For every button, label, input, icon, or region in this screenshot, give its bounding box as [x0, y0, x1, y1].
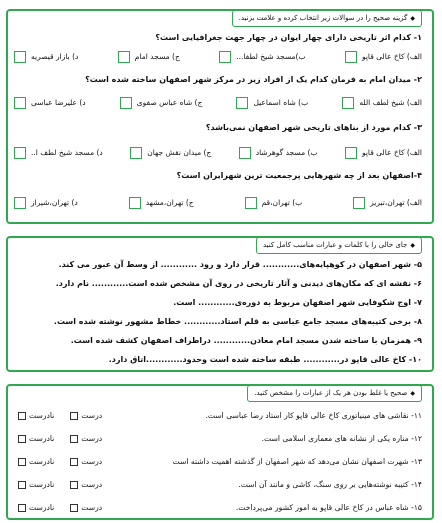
- false-checkbox[interactable]: [18, 458, 26, 466]
- section-title: ◆گزینه صحیح را در سوالات زیر انتخاب کرده و علامت بزنید.: [232, 10, 422, 27]
- true-checkbox[interactable]: [70, 481, 78, 489]
- tf-row: ۱۲- مناره یکی از نشانه های معماری اسلامی است. درست نادرست: [18, 433, 422, 445]
- checkbox[interactable]: [236, 97, 248, 109]
- checkbox[interactable]: [245, 197, 257, 209]
- fill-item: ۶- نقشه ای که مکان‌های دیدنی و آثار تاریخی در روی آن مشخص شده است............ نام دارد.: [55, 279, 422, 288]
- checkbox[interactable]: [353, 197, 365, 209]
- option[interactable]: ج) شاه عباس صفوی: [120, 97, 203, 109]
- true-checkbox[interactable]: [70, 435, 78, 443]
- tf-row: ۱۴- کتیبه نوشته‌هایی بر روی سنگ، کاشی و مانند آن است. درست نادرست: [18, 479, 422, 491]
- checkbox[interactable]: [342, 97, 354, 109]
- options-row: [14, 51, 422, 63]
- checkbox[interactable]: [345, 147, 357, 159]
- true-checkbox[interactable]: [70, 458, 78, 466]
- checkbox[interactable]: [14, 147, 26, 159]
- checkbox[interactable]: [120, 97, 132, 109]
- option[interactable]: الف) کاخ عالی قاپو: [345, 51, 422, 63]
- fill-item: ۱۰- کاخ عالی قاپو در............ طبقه ساخته شده است وحدود............اتاق دارد.: [108, 355, 422, 364]
- option[interactable]: د) علیرضا عباسی: [14, 97, 86, 109]
- true-option[interactable]: درست: [70, 502, 102, 514]
- false-checkbox[interactable]: [18, 504, 26, 512]
- fill-blanks-section: [6, 236, 434, 372]
- diamond-icon: ◆: [410, 15, 415, 22]
- true-option[interactable]: درست: [70, 456, 102, 468]
- false-option[interactable]: نادرست: [18, 410, 54, 422]
- true-option[interactable]: درست: [70, 479, 102, 491]
- checkbox[interactable]: [14, 51, 26, 63]
- checkbox[interactable]: [14, 97, 26, 109]
- fill-item: ۷- اوج شکوفایی شهر اصفهان مربوط به دوره‌ی............ است.: [173, 298, 422, 307]
- section-title: ◆جای خالی را با کلمات و عبارات مناسب کامل کنید: [256, 237, 422, 254]
- checkbox[interactable]: [219, 51, 231, 63]
- options-row: [14, 147, 422, 159]
- false-option[interactable]: نادرست: [18, 479, 54, 491]
- true-false-section: [6, 384, 434, 520]
- fill-item: ۵- شهر اصفهان در کوهپایه‌های............ قرار دارد و رود ............ از وسط آن عبور می کند.: [58, 260, 422, 269]
- question-text: ۲- میدان امام به فرمان کدام یک از افراد زیر در مرکز شهر اصفهان ساخته شده است؟: [85, 75, 422, 84]
- option[interactable]: الف) شیخ لطف الله: [342, 97, 422, 109]
- false-checkbox[interactable]: [18, 481, 26, 489]
- option[interactable]: ج) مسجد امام: [118, 51, 180, 63]
- false-option[interactable]: نادرست: [18, 456, 54, 468]
- checkbox[interactable]: [345, 51, 357, 63]
- tf-row: ۱۳- شهرت اصفهان نشان می‌دهد که شهر اصفهان از گذشته اهمیت داشته است درست نادرست: [18, 456, 422, 468]
- fill-item: ۸- برخی کتیبه‌های مسجد جامع عباسی به قلم استاد............ خطاط مشهور نوشته شده است.: [53, 317, 422, 326]
- true-checkbox[interactable]: [70, 504, 78, 512]
- checkbox[interactable]: [129, 197, 141, 209]
- checkbox[interactable]: [239, 147, 251, 159]
- option[interactable]: د) مسجد شیخ لطف ا..: [14, 147, 103, 159]
- false-option[interactable]: نادرست: [18, 502, 54, 514]
- option[interactable]: الف) تهران،تبریز: [353, 197, 422, 209]
- option[interactable]: ب)مسجد شیخ لطفا...: [219, 51, 305, 63]
- checkbox[interactable]: [118, 51, 130, 63]
- false-checkbox[interactable]: [18, 412, 26, 420]
- true-option[interactable]: درست: [70, 410, 102, 422]
- true-option[interactable]: درست: [70, 433, 102, 445]
- checkbox[interactable]: [14, 197, 26, 209]
- option[interactable]: د) بازار قیصریه: [14, 51, 78, 63]
- diamond-icon: ◆: [410, 242, 415, 249]
- true-checkbox[interactable]: [70, 412, 78, 420]
- section-title: ◆صحیح یا غلط بودن هر یک از عبارات را مشخص کنید.: [247, 385, 422, 402]
- option[interactable]: ج) تهران،مشهد: [129, 197, 194, 209]
- tf-row: ۱۱- نقاشی های مینیاتوری کاخ عالی قاپو کار استاد رضا عباسی است. درست نادرست: [18, 410, 422, 422]
- false-option[interactable]: نادرست: [18, 433, 54, 445]
- option[interactable]: ب) شاه اسماعیل: [236, 97, 308, 109]
- option[interactable]: ب) تهران،قم: [245, 197, 303, 209]
- question-text: ۱- کدام اثر تاریخی دارای چهار ایوان در چهار جهت جغرافیایی است؟: [155, 33, 422, 42]
- tf-row: ۱۵- شاه عباس در کاخ عالی قاپو به امور کشور می‌پرداخت. درست نادرست: [18, 502, 422, 514]
- option[interactable]: ب) مسجد گوهرشاد: [239, 147, 318, 159]
- question-text: ۳- کدام مورد از بناهای تاریخی شهر اصفهان نمی‌باشد؟: [205, 123, 422, 132]
- multiple-choice-section: [6, 9, 434, 224]
- diamond-icon: ◆: [410, 390, 415, 397]
- false-checkbox[interactable]: [18, 435, 26, 443]
- option[interactable]: الف) کاخ عالی قاپو: [345, 147, 422, 159]
- options-row: [14, 97, 422, 109]
- options-row: [14, 197, 422, 209]
- option[interactable]: د) تهران،شیراز: [14, 197, 78, 209]
- question-text: ۴-اصفهان بعد از چه شهرهایی پرجمعیت ترین شهرایران است؟: [176, 171, 422, 180]
- fill-item: ۹- همزمان با ساخته شدن مسجد امام معادن............ دراطراف اصفهان کشف شده است.: [70, 336, 422, 345]
- option[interactable]: ج) میدان نقش جهان: [130, 147, 211, 159]
- checkbox[interactable]: [130, 147, 142, 159]
